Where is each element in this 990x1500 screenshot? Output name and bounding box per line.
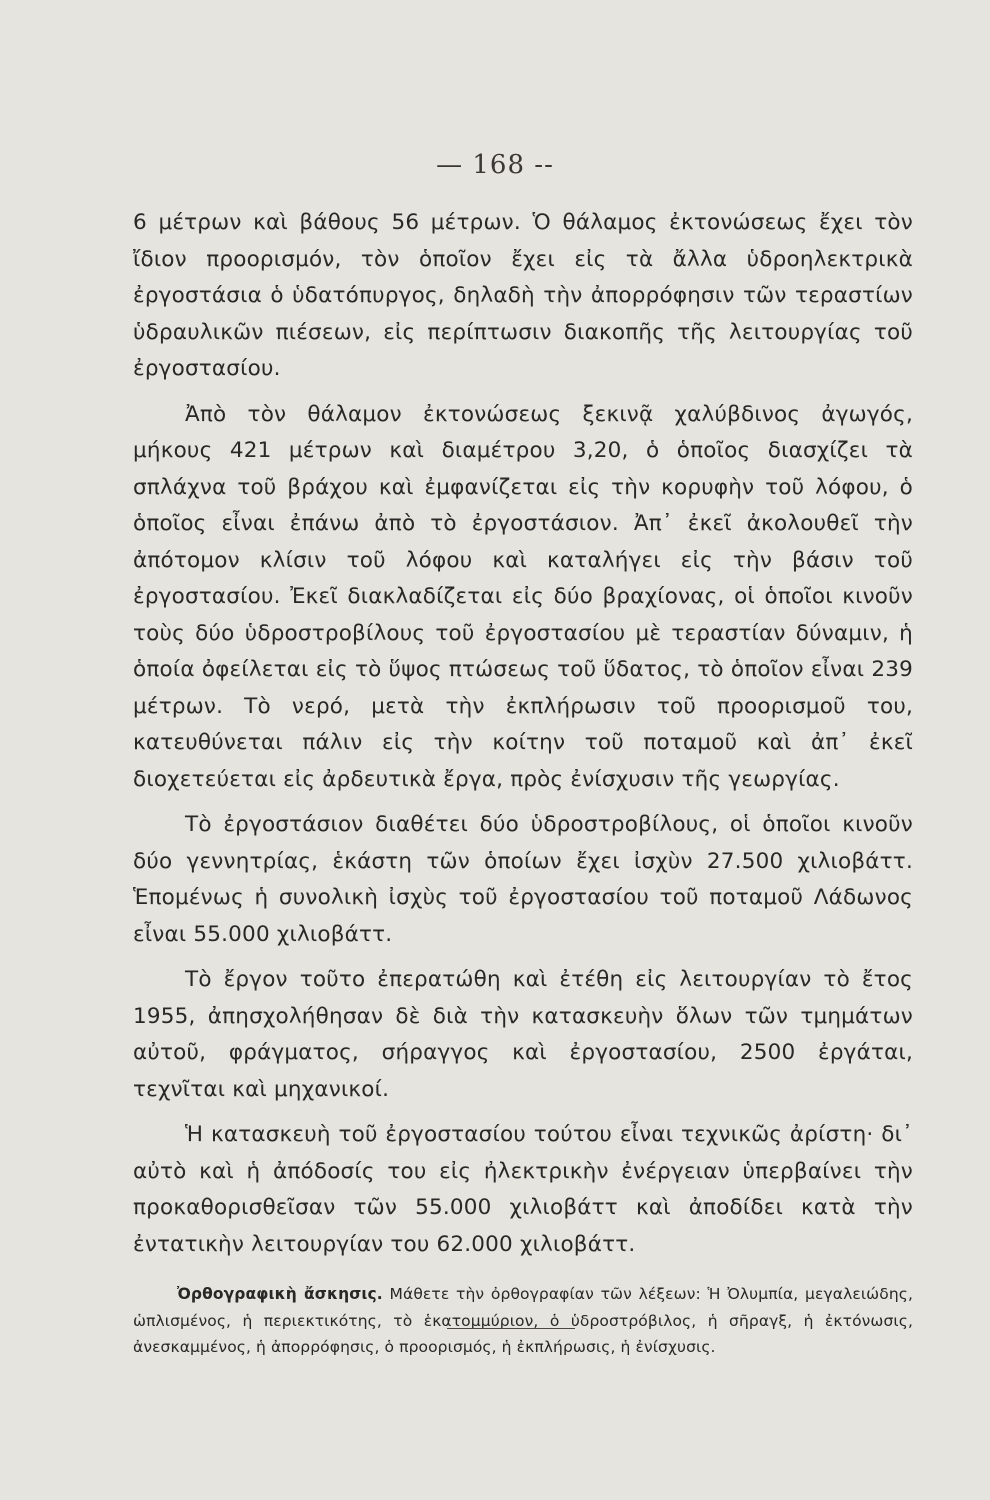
paragraph-1: 6 μέτρων καὶ βάθους 56 μέτρων. Ὁ θάλαμος ἐκτονώσεως ἔχει τὸν ἴδιον προορισμόν, τὸν ὁποῖον ἔχει εἰς τὰ ἄλλα ὑδροηλεκτρικὰ ἐργοστάσια ὁ ὑδατόπυργος, δηλαδὴ τὴν ἀπορρόφησιν τῶν τεραστίων ὑδραυλικῶν πιέσεων, εἰς περίπτωσιν διακοπῆς τῆς λειτουργίας τοῦ ἐργοστασίου. — [133, 210, 913, 381]
body-text — [133, 205, 913, 1376]
exercise-title: Ὀρθογραφικὴ ἄσκησις. — [177, 1285, 383, 1303]
paragraph-2: Ἀπὸ τὸν θάλαμον ἐκτονώσεως ξεκινᾷ χαλύβδινος ἀγωγός, μήκους 421 μέτρων καὶ διαμέτρου 3,20, ὁ ὁποῖος διασχίζει τὰ σπλάχνα τοῦ βράχου καὶ ἐμφανίζεται εἰς τὴν κορυφὴν τοῦ λόφου, ὁ ὁποῖος εἶναι ἐπάνω ἀπὸ τὸ ἐργοστάσιον. Ἀπ᾽ ἐκεῖ ἀκολουθεῖ τὴν ἀπότομον κλίσιν τοῦ λόφου καὶ καταλήγει εἰς τὴν βάσιν τοῦ ἐργοστασίου. Ἐκεῖ διακλαδίζεται εἰς δύο βραχίονας, οἱ ὁποῖοι κινοῦν τοὺς δύο ὑδροστροβίλους τοῦ ἐργοστασίου μὲ τεραστίαν δύναμιν, ἡ ὁποία ὀφείλεται εἰς τὸ ὕψος πτώσεως τοῦ ὕδατος, τὸ ὁποῖον εἶναι 239 μέτρων. Τὸ νερό, μετὰ τὴν ἐκπλήρωσιν τοῦ προορισμοῦ του, κατευθύνεται πάλιν εἰς τὴν κοίτην τοῦ ποταμοῦ καὶ ἀπ᾽ ἐκεῖ διοχετεύεται εἰς ἀρδευτικὰ ἔργα, πρὸς ἐνίσχυσιν τῆς γεωργίας. — [133, 401, 913, 792]
paragraph-4: Τὸ ἔργον τοῦτο ἐπερατώθη καὶ ἐτέθη εἰς λειτουργίαν τὸ ἔτος 1955, ἀπησχολήθησαν δὲ διὰ τὴν κατασκευὴν ὅλων τῶν τμημάτων αὐτοῦ, φράγματος, σήραγγος καὶ ἐργοστασίου, 2500 ἐργάται, τεχνῖται καὶ μηχανικοί. — [133, 967, 913, 1102]
page-number: — 168 -- — [436, 150, 554, 180]
closing-rule — [447, 1328, 575, 1329]
exercise-text: Μάθετε τὴν ὀρθογραφίαν τῶν λέξεων: Ἡ Ὀλυμπία, μεγαλειώδης, ὡπλισμένος, ἡ περιεκτικότης, τὸ ἑκατομμύριον, ὁ ὑδροστρόβιλος, ἡ σῆραγξ, ἡ ἐκτόνωσις, ἀνεσκαμμένος, ἡ ἀπορρόφησις, ὁ προορισμός, ἡ ἐκπλήρωσις, ἡ ἐνίσχυσις. — [133, 1285, 913, 1356]
paragraph-5: Ἡ κατασκευὴ τοῦ ἐργοστασίου τούτου εἶναι τεχνικῶς ἀρίστη· δι᾽ αὐτὸ καὶ ἡ ἀπόδοσίς του εἰς ἠλεκτρικὴν ἐνέργειαν ὑπερβαίνει τὴν προκαθορισθεῖσαν τῶν 55.000 χιλιοβάττ καὶ ἀποδίδει κατὰ τὴν ἐντατικὴν λειτουργίαν του 62.000 χιλιοβάττ. — [133, 1122, 913, 1257]
paragraph-3: Τὸ ἐργοστάσιον διαθέτει δύο ὑδροστροβίλους, οἱ ὁποῖοι κινοῦν δύο γεννητρίας, ἑκάστη τῶν ὁποίων ἔχει ἰσχὺν 27.500 χιλιοβάττ. Ἑπομένως ἡ συνολικὴ ἰσχὺς τοῦ ἐργοστασίου τοῦ ποταμοῦ Λάδωνος εἶναι 55.000 χιλιοβάττ. — [133, 812, 913, 947]
spelling-exercise — [133, 1281, 913, 1361]
